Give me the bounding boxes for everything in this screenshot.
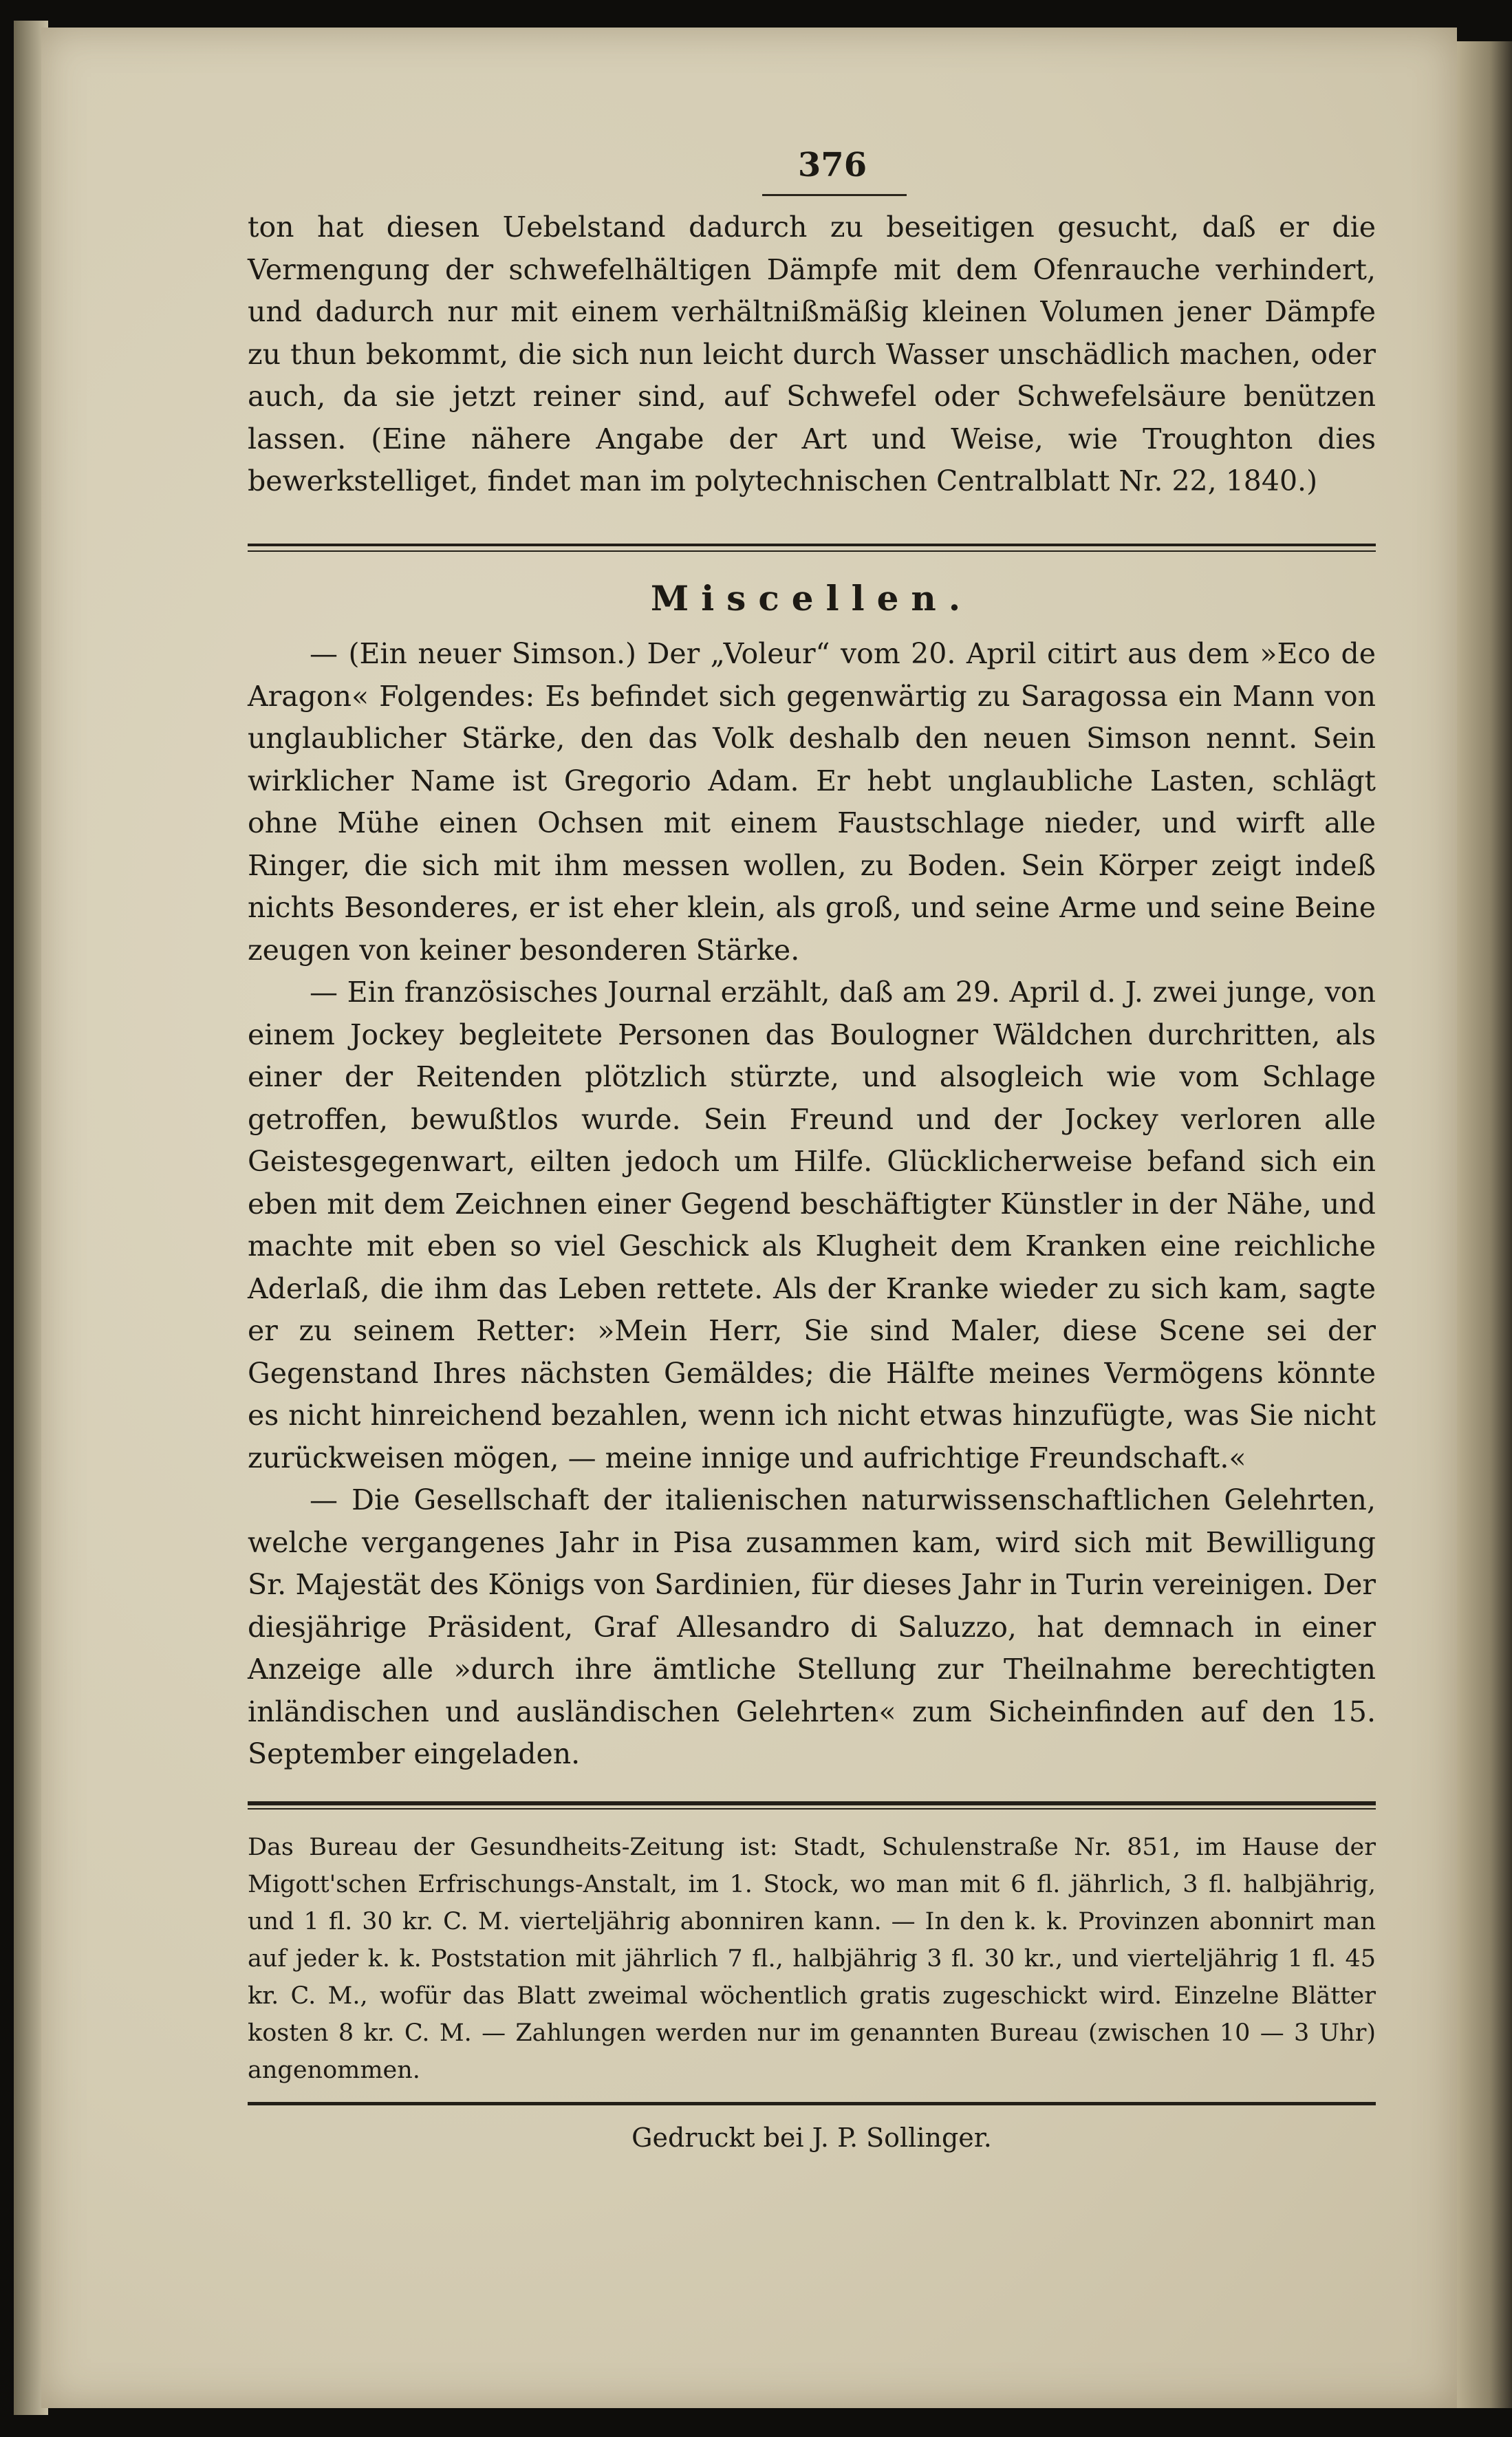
section-heading: Miscellen. xyxy=(650,578,973,619)
section-divider-top-thin xyxy=(248,550,1376,552)
footer-divider xyxy=(248,1801,1376,1805)
article-journal: — Ein französisches Journal erzählt, daß am 29. April d. J. zwei junge, von einem Jockey begleitete Personen das Boulogner Wäldchen durchritten, als einer der Reitenden plötzlich stürzte, und alsogleich wie vom Schlage getroffen, bewußtlos wurde. Sein Freund und der Jockey verloren alle Geistesgegenwart, eilten jedoch um Hilfe. Glücklicherweise befand sich ein eben mit dem Zeichnen einer Gegend beschäftigter Künstler in der Nähe, und machte mit eben so viel Geschick als Klugheit dem Kranken eine reichliche Aderlaß, die ihm das Leben rettete. Als der Kranke wieder zu sich kam, sagte er zu seinem Retter: »Mein Herr, Sie sind Maler, diese Scene sei der Gegenstand Ihres nächsten Gemäldes; die Hälfte meines Vermögens könnte es nicht hinreichend bezahlen, wenn ich nicht etwas hinzufügte, was Sie nicht zurückweisen mögen, — meine innige und aufrichtige Freundschaft.« xyxy=(248,976,1376,1474)
printer-divider xyxy=(248,2102,1376,2105)
miscellany-body xyxy=(248,633,1376,1776)
top-paragraph: ton hat diesen Uebelstand dadurch zu beseitigen gesucht, daß er die Vermengung der schwefelhältigen Dämpfe mit dem Ofenrauche verhindert, und dadurch nur mit einem verhältnißmäßig kleinen Volumen jener Dämpfe zu thun bekommt, die sich nun leicht durch Wasser unschädlich machen, oder auch, da sie jetzt reiner sind, auf Schwefel oder Schwefelsäure benützen lassen. (Eine nähere Angabe der Art und Weise, wie Troughton dies bewerkstelliget, findet man im polytechnischen Centralblatt Nr. 22, 1840.) xyxy=(248,211,1376,497)
section-divider-top xyxy=(248,544,1376,546)
page-number-underline xyxy=(762,194,907,196)
continued-paragraph xyxy=(248,206,1376,503)
footer-divider-thin xyxy=(248,1808,1376,1810)
page-number: 376 xyxy=(797,146,867,184)
article-simson: — (Ein neuer Simson.) Der „Voleur“ vom 20. April citirt aus dem »Eco de Aragon« Folgendes: Es befindet sich gegenwärtig zu Saragossa ein Mann von unglaublicher Stärke, den das Volk deshalb den neuen Simson nennt. Sein wirklicher Name ist Gregorio Adam. Er hebt unglaubliche Lasten, schlägt ohne Mühe einen Ochsen mit einem Faustschlage nieder, und wirft alle Ringer, die sich mit ihm messen wollen, zu Boden. Sein Körper zeigt indeß nichts Besonderes, er ist eher klein, als groß, und seine Arme und seine Beine zeugen von keiner besonderen Stärke. xyxy=(248,637,1376,967)
book-spine xyxy=(1457,41,1512,2408)
printer-line: Gedruckt bei J. P. Sollinger. xyxy=(631,2123,992,2153)
article-society: — Die Gesellschaft der italienischen naturwissenschaftlichen Gelehrten, welche vergangenes Jahr in Pisa zusammen kam, wird sich mit Bewilligung Sr. Majestät des Königs von Sardinien, für dieses Jahr in Turin vereinigen. Der diesjährige Präsident, Graf Allesandro di Saluzzo, hat demnach in einer Anzeige alle »durch ihre ämtliche Stellung zur Theilnahme berechtigten inländischen und ausländischen Gelehrten« zum Sicheinfinden auf den 15. September eingeladen. xyxy=(248,1483,1376,1770)
subscription-notice: Das Bureau der Gesundheits-Zeitung ist: Stadt, Schulenstraße Nr. 851, im Hause der Migott'schen Erfrischungs-Anstalt, im 1. Stock, wo man mit 6 fl. jährlich, 3 fl. halbjährig, und 1 fl. 30 kr. C. M. vierteljährig abonniren kann. — In den k. k. Provinzen abonnirt man auf jeder k. k. Poststation mit jährlich 7 fl., halbjährig 3 fl. 30 kr., und vierteljährig 1 fl. 45 kr. C. M., wofür das Blatt zweimal wöchentlich gratis zugeschickt wird. Einzelne Blätter kosten 8 kr. C. M. — Zahlungen werden nur im genannten Bureau (zwischen 10 — 3 Uhr) angenommen. xyxy=(248,1834,1376,2084)
